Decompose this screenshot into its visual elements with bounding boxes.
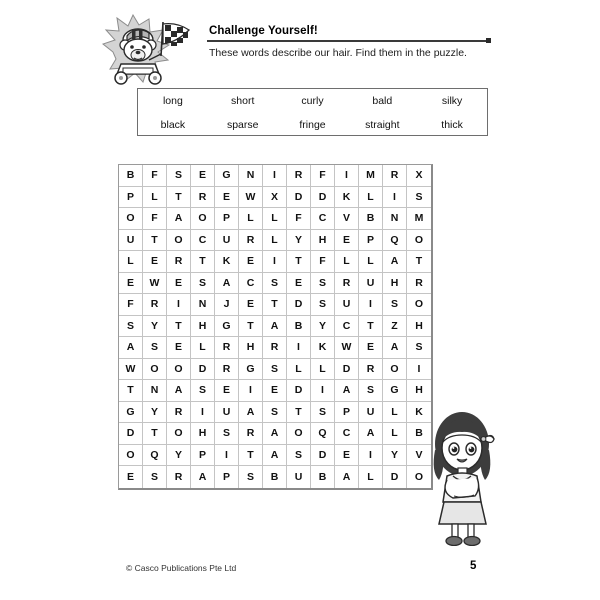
grid-cell[interactable]: D xyxy=(311,187,335,209)
grid-cell[interactable]: A xyxy=(167,380,191,402)
grid-cell[interactable]: C xyxy=(335,423,359,445)
grid-cell[interactable]: E xyxy=(287,273,311,295)
header-divider xyxy=(207,40,490,42)
grid-cell[interactable]: N xyxy=(383,208,407,230)
word-item[interactable]: fringe xyxy=(299,119,326,131)
grid-cell[interactable]: K xyxy=(335,187,359,209)
grid-cell[interactable]: G xyxy=(119,402,143,424)
grid-cell[interactable]: T xyxy=(143,423,167,445)
grid-cell[interactable]: O xyxy=(383,359,407,381)
grid-cell[interactable]: Y xyxy=(143,316,167,338)
grid-cell[interactable]: H xyxy=(191,423,215,445)
grid-cell[interactable]: G xyxy=(239,359,263,381)
grid-cell[interactable]: S xyxy=(215,423,239,445)
grid-cell[interactable]: I xyxy=(311,380,335,402)
word-item[interactable]: black xyxy=(160,119,186,131)
grid-cell[interactable]: F xyxy=(119,294,143,316)
grid-cell[interactable]: H xyxy=(239,337,263,359)
grid-cell[interactable]: A xyxy=(215,273,239,295)
grid-cell[interactable]: E xyxy=(119,466,143,488)
grid-cell[interactable]: P xyxy=(359,230,383,252)
grid-cell[interactable]: A xyxy=(359,423,383,445)
grid-row xyxy=(119,402,431,424)
grid-cell[interactable]: I xyxy=(287,337,311,359)
grid-cell[interactable]: S xyxy=(143,466,167,488)
page-title: Challenge Yourself! xyxy=(209,25,318,37)
grid-cell[interactable]: F xyxy=(311,251,335,273)
grid-cell[interactable]: H xyxy=(407,316,431,338)
grid-cell[interactable]: S xyxy=(311,273,335,295)
grid-cell[interactable]: S xyxy=(263,402,287,424)
grid-cell[interactable]: E xyxy=(167,337,191,359)
grid-cell[interactable]: S xyxy=(143,337,167,359)
grid-cell[interactable]: T xyxy=(263,294,287,316)
grid-row xyxy=(119,273,431,295)
header-band xyxy=(0,0,600,92)
grid-row xyxy=(119,230,431,252)
grid-cell[interactable]: G xyxy=(215,165,239,187)
grid-cell[interactable]: A xyxy=(167,208,191,230)
grid-cell[interactable]: L xyxy=(287,359,311,381)
grid-cell[interactable]: O xyxy=(143,359,167,381)
bear-racer-checkered-flag-icon xyxy=(101,14,205,92)
grid-cell[interactable]: C xyxy=(335,316,359,338)
grid-cell[interactable]: L xyxy=(263,208,287,230)
grid-cell[interactable]: J xyxy=(215,294,239,316)
grid-row xyxy=(119,165,431,187)
grid-cell[interactable]: T xyxy=(119,380,143,402)
grid-cell[interactable]: I xyxy=(407,359,431,381)
grid-cell[interactable]: B xyxy=(407,423,431,445)
grid-cell[interactable]: L xyxy=(359,251,383,273)
grid-cell[interactable]: R xyxy=(239,230,263,252)
grid-cell[interactable]: A xyxy=(383,251,407,273)
grid-cell[interactable]: C xyxy=(191,230,215,252)
grid-cell[interactable]: E xyxy=(239,294,263,316)
grid-cell[interactable]: S xyxy=(407,337,431,359)
word-item[interactable]: straight xyxy=(365,119,400,131)
grid-cell[interactable]: Y xyxy=(287,230,311,252)
grid-cell[interactable]: F xyxy=(143,165,167,187)
grid-row xyxy=(119,466,431,488)
grid-cell[interactable]: O xyxy=(167,423,191,445)
grid-cell[interactable]: T xyxy=(167,187,191,209)
grid-cell[interactable]: S xyxy=(383,294,407,316)
grid-cell[interactable]: S xyxy=(167,165,191,187)
word-item[interactable]: thick xyxy=(441,119,463,131)
grid-cell[interactable]: S xyxy=(311,294,335,316)
grid-cell[interactable]: B xyxy=(287,316,311,338)
grid-cell[interactable]: L xyxy=(143,187,167,209)
grid-cell[interactable]: O xyxy=(119,445,143,467)
grid-cell[interactable]: F xyxy=(143,208,167,230)
grid-cell[interactable]: X xyxy=(263,187,287,209)
grid-cell[interactable]: Y xyxy=(143,402,167,424)
grid-cell[interactable]: N xyxy=(143,380,167,402)
grid-cell[interactable]: Y xyxy=(167,445,191,467)
grid-cell[interactable]: I xyxy=(359,445,383,467)
square-end-marker-icon xyxy=(486,38,491,43)
grid-cell[interactable]: L xyxy=(383,402,407,424)
grid-row xyxy=(119,380,431,402)
grid-cell[interactable]: G xyxy=(215,316,239,338)
grid-row xyxy=(119,187,431,209)
grid-cell[interactable]: F xyxy=(311,165,335,187)
grid-cell[interactable]: E xyxy=(359,337,383,359)
grid-cell[interactable]: E xyxy=(215,380,239,402)
copyright-notice: © Casco Publications Pte Ltd xyxy=(126,563,237,573)
grid-cell[interactable]: G xyxy=(383,380,407,402)
grid-cell[interactable]: T xyxy=(287,402,311,424)
grid-cell[interactable]: L xyxy=(383,423,407,445)
grid-cell[interactable]: E xyxy=(335,230,359,252)
grid-cell[interactable]: R xyxy=(239,423,263,445)
grid-cell[interactable]: L xyxy=(191,337,215,359)
grid-cell[interactable]: D xyxy=(287,187,311,209)
grid-cell[interactable]: O xyxy=(407,294,431,316)
grid-row xyxy=(119,445,431,467)
grid-cell[interactable]: A xyxy=(263,423,287,445)
grid-cell[interactable]: C xyxy=(311,208,335,230)
grid-cell[interactable]: B xyxy=(263,466,287,488)
grid-cell[interactable]: D xyxy=(287,380,311,402)
grid-cell[interactable]: P xyxy=(191,445,215,467)
grid-cell[interactable]: W xyxy=(143,273,167,295)
grid-cell[interactable]: I xyxy=(263,165,287,187)
grid-cell[interactable]: O xyxy=(414,470,424,483)
grid-cell[interactable]: L xyxy=(263,230,287,252)
grid-cell[interactable]: S xyxy=(263,359,287,381)
grid-cell[interactable]: D xyxy=(311,445,335,467)
grid-cell[interactable]: S xyxy=(287,445,311,467)
grid-cell[interactable]: E xyxy=(263,380,287,402)
grid-cell[interactable]: U xyxy=(287,466,311,488)
grid-cell[interactable]: S xyxy=(311,402,335,424)
grid-cell[interactable]: W xyxy=(119,359,143,381)
grid-row xyxy=(119,359,431,381)
grid-cell[interactable]: R xyxy=(143,294,167,316)
word-item[interactable]: silky xyxy=(441,95,463,107)
grid-cell[interactable]: R xyxy=(383,165,407,187)
grid-cell[interactable]: E xyxy=(215,187,239,209)
grid-cell[interactable]: Q xyxy=(383,230,407,252)
grid-cell[interactable]: H xyxy=(311,230,335,252)
grid-cell[interactable]: E xyxy=(335,445,359,467)
grid-cell[interactable]: I xyxy=(383,187,407,209)
grid-cell[interactable]: O xyxy=(167,230,191,252)
word-search-grid[interactable] xyxy=(118,164,433,490)
grid-cell[interactable]: T xyxy=(287,251,311,273)
page-number: 5 xyxy=(470,560,477,572)
grid-row xyxy=(119,337,431,359)
grid-cell[interactable]: V xyxy=(407,445,431,467)
grid-cell[interactable]: T xyxy=(359,316,383,338)
grid-cell[interactable]: R xyxy=(359,359,383,381)
grid-cell[interactable]: R xyxy=(335,273,359,295)
grid-cell[interactable]: O xyxy=(119,208,143,230)
word-bank-row xyxy=(138,89,487,113)
grid-cell[interactable]: A xyxy=(239,402,263,424)
grid-cell[interactable]: D xyxy=(383,466,407,488)
grid-cell[interactable]: O xyxy=(407,230,431,252)
grid-cell[interactable]: R xyxy=(167,466,191,488)
grid-cell[interactable]: A xyxy=(335,466,359,488)
grid-cell[interactable]: A xyxy=(263,445,287,467)
grid-cell[interactable]: I xyxy=(191,402,215,424)
grid-cell[interactable]: W xyxy=(239,187,263,209)
grid-cell[interactable]: I xyxy=(239,380,263,402)
grid-cell[interactable]: E xyxy=(167,273,191,295)
grid-cell[interactable]: S xyxy=(119,316,143,338)
grid-cell[interactable]: Y xyxy=(311,316,335,338)
grid-cell[interactable]: S xyxy=(359,380,383,402)
grid-cell[interactable]: K xyxy=(407,402,431,424)
grid-cell[interactable]: T xyxy=(407,251,431,273)
grid-cell[interactable]: A xyxy=(383,337,407,359)
grid-cell[interactable]: L xyxy=(119,251,143,273)
grid-cell[interactable]: Q xyxy=(311,423,335,445)
grid-cell[interactable]: S xyxy=(191,273,215,295)
grid-cell[interactable]: I xyxy=(167,294,191,316)
grid-cell[interactable]: R xyxy=(167,251,191,273)
girl-character-icon xyxy=(419,404,505,546)
grid-cell[interactable]: U xyxy=(359,402,383,424)
grid-cell[interactable]: D xyxy=(287,294,311,316)
grid-row xyxy=(119,251,431,273)
grid-cell[interactable]: K xyxy=(215,251,239,273)
word-item[interactable]: curly xyxy=(301,95,324,107)
grid-cell[interactable]: P xyxy=(215,208,239,230)
grid-cell[interactable]: E xyxy=(143,251,167,273)
grid-cell[interactable]: R xyxy=(263,337,287,359)
grid-cell[interactable]: P xyxy=(335,402,359,424)
grid-cell[interactable]: P xyxy=(119,187,143,209)
grid-cell[interactable]: S xyxy=(263,273,287,295)
grid-cell[interactable]: A xyxy=(335,380,359,402)
grid-cell[interactable]: U xyxy=(359,273,383,295)
grid-cell[interactable]: R xyxy=(287,165,311,187)
grid-cell[interactable]: U xyxy=(215,230,239,252)
grid-cell[interactable]: K xyxy=(311,337,335,359)
grid-cell[interactable]: S xyxy=(191,380,215,402)
grid-cell[interactable]: X xyxy=(407,165,431,187)
header-text-block xyxy=(207,24,492,76)
word-item[interactable]: short xyxy=(231,95,255,107)
grid-cell[interactable]: H xyxy=(383,273,407,295)
grid-cell[interactable]: T xyxy=(191,251,215,273)
grid-cell[interactable]: N xyxy=(239,165,263,187)
grid-cell[interactable]: F xyxy=(287,208,311,230)
grid-cell[interactable]: M xyxy=(359,165,383,187)
grid-cell[interactable]: V xyxy=(335,208,359,230)
grid-cell[interactable]: R xyxy=(215,359,239,381)
grid-cell[interactable]: T xyxy=(239,445,263,467)
grid-cell[interactable]: R xyxy=(191,187,215,209)
grid-cell[interactable]: Y xyxy=(383,445,407,467)
grid-row xyxy=(119,316,431,338)
grid-cell[interactable]: S xyxy=(407,187,431,209)
word-bank xyxy=(137,88,488,136)
grid-cell[interactable]: U xyxy=(215,402,239,424)
grid-cell[interactable]: O xyxy=(167,359,191,381)
grid-row xyxy=(119,208,431,230)
page-footer xyxy=(0,562,600,582)
grid-cell[interactable]: D xyxy=(191,359,215,381)
grid-cell[interactable]: A xyxy=(119,337,143,359)
grid-cell[interactable]: I xyxy=(359,294,383,316)
instruction-text: These words describe our hair. Find them in the puzzle. xyxy=(209,47,467,59)
grid-row xyxy=(119,294,431,316)
word-item[interactable]: long xyxy=(162,95,183,107)
grid-cell[interactable]: B xyxy=(311,466,335,488)
grid-cell[interactable]: Q xyxy=(143,445,167,467)
grid-cell[interactable]: C xyxy=(239,273,263,295)
grid-cell[interactable]: O xyxy=(191,208,215,230)
grid-cell[interactable]: L xyxy=(335,251,359,273)
grid-cell[interactable]: N xyxy=(191,294,215,316)
grid-cell[interactable]: E xyxy=(119,273,143,295)
grid-cell[interactable]: R xyxy=(215,337,239,359)
grid-cell[interactable]: A xyxy=(263,316,287,338)
grid-cell[interactable]: Z xyxy=(383,316,407,338)
grid-cell[interactable]: R xyxy=(167,402,191,424)
grid-cell[interactable]: S xyxy=(239,466,263,488)
grid-cell[interactable]: P xyxy=(215,466,239,488)
grid-cell[interactable]: D xyxy=(335,359,359,381)
grid-cell[interactable]: L xyxy=(311,359,335,381)
grid-cell[interactable]: M xyxy=(407,208,431,230)
grid-cell[interactable]: I xyxy=(215,445,239,467)
grid-cell[interactable]: H xyxy=(191,316,215,338)
grid-cell[interactable]: W xyxy=(335,337,359,359)
grid-cell[interactable]: U xyxy=(119,230,143,252)
grid-cell[interactable]: L xyxy=(359,466,383,488)
word-item[interactable]: sparse xyxy=(226,119,259,131)
grid-cell[interactable]: I xyxy=(335,165,359,187)
grid-cell[interactable]: U xyxy=(335,294,359,316)
grid-cell[interactable]: B xyxy=(119,165,143,187)
grid-cell[interactable]: E xyxy=(239,251,263,273)
grid-cell[interactable]: B xyxy=(359,208,383,230)
grid-cell[interactable]: T xyxy=(239,316,263,338)
grid-cell[interactable]: R xyxy=(407,273,431,295)
grid-cell[interactable]: I xyxy=(263,251,287,273)
grid-cell[interactable]: A xyxy=(191,466,215,488)
grid-cell[interactable]: D xyxy=(119,423,143,445)
grid-cell[interactable]: H xyxy=(407,380,431,402)
grid-cell[interactable]: L xyxy=(359,187,383,209)
word-bank-row xyxy=(138,113,487,137)
word-item[interactable]: bald xyxy=(372,95,393,107)
grid-cell[interactable]: T xyxy=(167,316,191,338)
grid-row xyxy=(119,423,431,445)
grid-cell[interactable]: T xyxy=(143,230,167,252)
grid-cell[interactable]: O xyxy=(287,423,311,445)
grid-cell[interactable]: E xyxy=(191,165,215,187)
grid-cell[interactable]: L xyxy=(239,208,263,230)
